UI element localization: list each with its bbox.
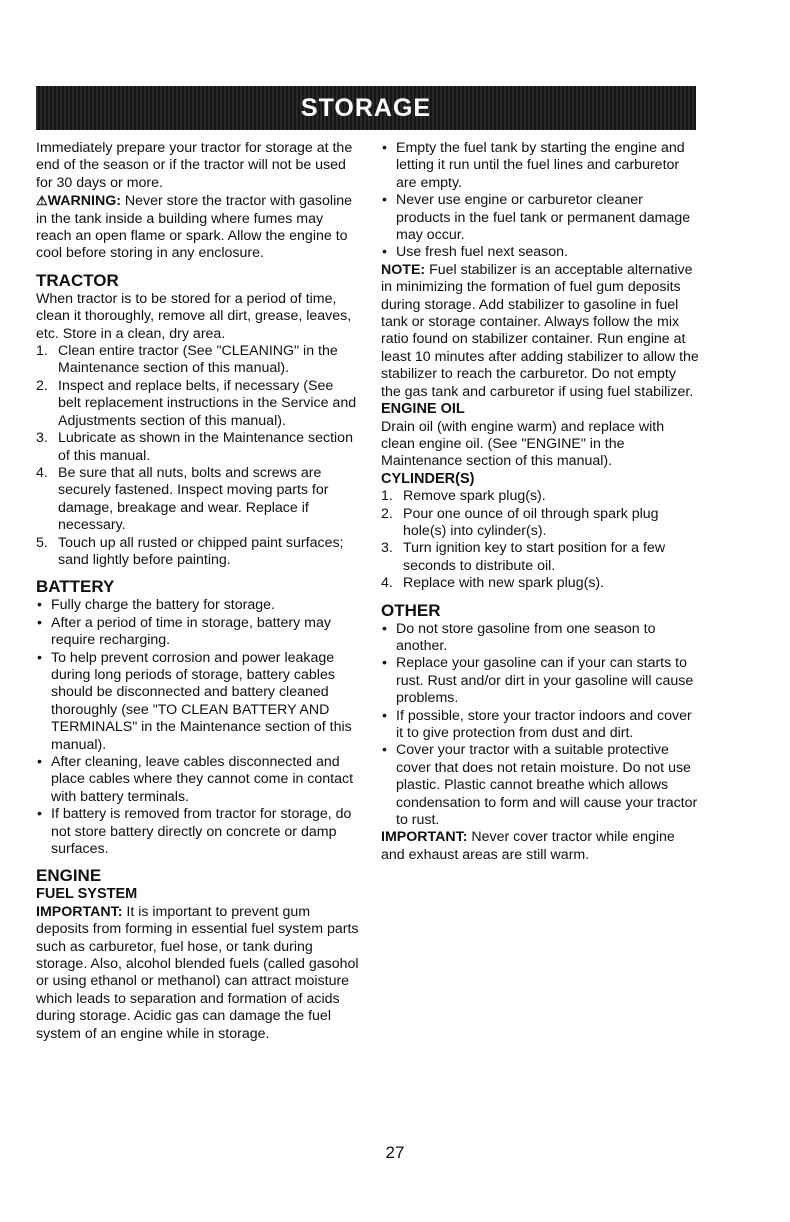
list-item: • Replace your gasoline can if your can starts to rust. Rust and/or dirt in your gasoline will cause problems. — [382, 655, 694, 707]
battery-list — [36, 597, 360, 858]
list-item: • Never use engine or carburetor cleaner products in the fuel tank or permanent damage may occur. — [382, 192, 691, 244]
list-item: • After a period of time in storage, battery may require recharging. — [37, 614, 331, 649]
list-item: • Do not store gasoline from one season to another. — [382, 620, 656, 654]
list-item: • To help prevent corrosion and power leakage during long periods of storage, battery cables should be disconnected and battery cleaned thoroughly (see "TO CLEAN BATTERY AND TERMINALS" in the Maintenance section of this manual). — [37, 649, 352, 753]
warning-icon: ⚠ — [36, 193, 48, 209]
list-item: 3. Lubricate as shown in the Maintenance section of this manual. — [36, 430, 353, 464]
list-item: 1. Clean entire tractor (See "CLEANING" in the Maintenance section of this manual). — [36, 343, 338, 377]
section-banner: STORAGE — [36, 86, 696, 130]
other-list — [381, 621, 699, 830]
warning-label: WARNING: — [47, 193, 121, 210]
list-item: • Empty the fuel tank by starting the engine and letting it run until the fuel lines and carburetor are empty. — [382, 140, 685, 191]
warning-paragraph — [36, 192, 360, 263]
tractor-steps — [36, 343, 360, 569]
list-item: • If battery is removed from tractor for storage, do not store battery directly on concrete or damp surfaces. — [37, 806, 352, 858]
cylinders-heading: CYLINDER(S) — [381, 470, 475, 487]
list-item: 4. Be sure that all nuts, bolts and screws are securely fastened. Inspect moving parts for damage, breakage and wear. Replace if necessary. — [36, 464, 329, 534]
note-paragraph: NOTE: Fuel stabilizer is an acceptable alternative in minimizing the formation of fuel gum deposits during storage. Add stabilizer to gasoline in fuel tank or storage container. Always follow the mix ratio found on stabilizer container. Run engine at least 10 minutes after adding stabilizer to allow the stabilizer to reach the carburetor. Do not empty the gas tank and carburetor if using fuel stabilizer. — [381, 261, 699, 400]
list-item: 1. Remove spark plug(s). — [381, 488, 546, 505]
list-item: 4. Replace with new spark plug(s). — [381, 575, 605, 592]
tractor-intro: When tractor is to be stored for a period of time, clean it thoroughly, remove all dirt, grease, leaves, etc. Store in a clean, dry area. — [36, 290, 352, 342]
important-paragraph-2: IMPORTANT: Never cover tractor while engine and exhaust areas are still warm. — [381, 829, 675, 863]
right-column — [381, 140, 699, 864]
battery-heading: BATTERY — [36, 577, 115, 597]
cylinder-steps — [381, 488, 699, 592]
engine-heading: ENGINE — [36, 866, 102, 886]
list-item: 3. Turn ignition key to start position for a few seconds to distribute oil. — [381, 540, 666, 574]
other-heading: OTHER — [381, 600, 441, 620]
tractor-heading: TRACTOR — [36, 270, 119, 290]
engine-oil-text: Drain oil (with engine warm) and replace with clean engine oil. (See "ENGINE" in the Maintenance section of this manual). — [381, 418, 665, 470]
list-item: • Fully charge the battery for storage. — [37, 597, 275, 614]
list-item: • After cleaning, leave cables disconnected and place cables where they cannot come in contact with battery terminals. — [37, 754, 354, 805]
list-item: • Cover your tractor with a suitable protective cover that does not retain moisture. Do not use plastic. Plastic cannot breathe which allows condensation to form and will cause your tractor to rust. — [382, 742, 698, 829]
list-item: • Use fresh fuel next season. — [382, 244, 568, 261]
intro-paragraph: Immediately prepare your tractor for storage at the end of the season or if the tractor will not be used for 30 days or more. — [36, 140, 353, 191]
left-column — [36, 140, 360, 1043]
list-item: 2. Pour one ounce of oil through spark plug hole(s) into cylinder(s). — [381, 505, 659, 539]
fuel-list — [381, 140, 699, 262]
engine-oil-heading: ENGINE OIL — [381, 401, 465, 418]
fuel-system-heading: FUEL SYSTEM — [36, 886, 138, 903]
list-item: 2. Inspect and replace belts, if necessary (See belt replacement instructions in the Service and Adjustments section of this manual). — [36, 377, 357, 429]
page-number: 27 — [385, 1143, 405, 1162]
important-paragraph: IMPORTANT: It is important to prevent gum deposits from forming in essential fuel system parts such as carburetor, fuel hose, or tank during storage. Also, alcohol blended fuels (called gasohol or using ethanol or methanol) can attract moisture which leads to separation and formation of acids during storage. Acidic gas can damage the fuel system of an engine while in storage. — [36, 903, 359, 1042]
list-item: 5. Touch up all rusted or chipped paint surfaces; sand lightly before painting. — [36, 534, 344, 568]
list-item: • If possible, store your tractor indoors and cover it to give protection from dust and dirt. — [382, 707, 692, 741]
warning-text: Never store the tractor with gasoline in the tank inside a building where fumes may reach an open flame or spark. Allow the engine to cool before storing in any enclosure. — [36, 193, 352, 262]
